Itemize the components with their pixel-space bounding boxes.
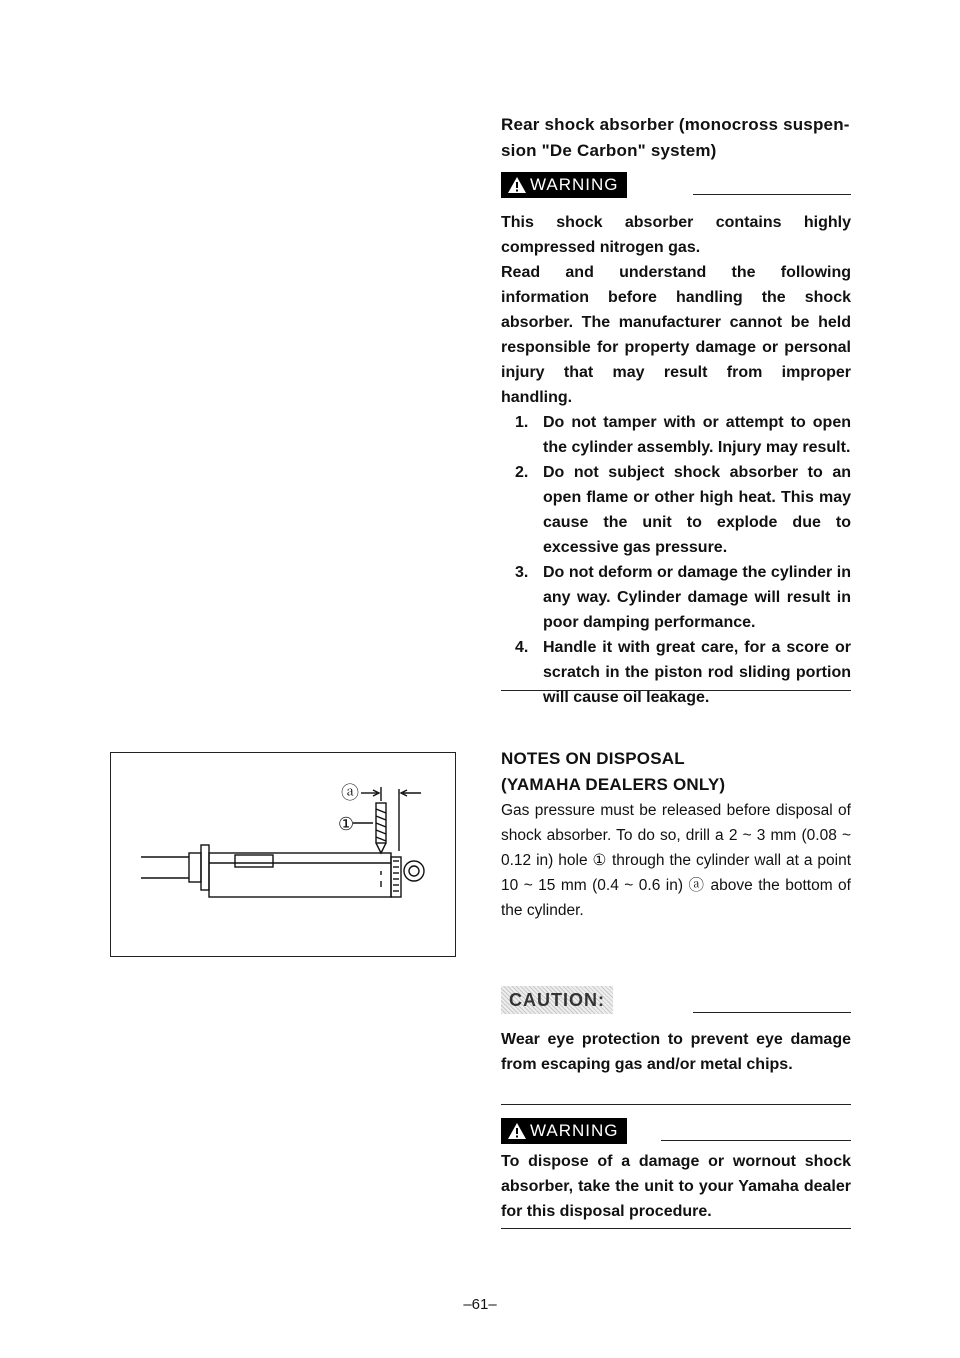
section-title bbox=[501, 112, 851, 164]
section-title-line2: sion "De Carbon" system) bbox=[501, 141, 717, 160]
list-item: 4. Handle it with great care, for a score or scratch in the piston rod sliding portion will cause oil leakage. bbox=[515, 639, 851, 706]
caution-end-rule bbox=[501, 1104, 851, 1105]
warning-triangle-icon bbox=[507, 176, 527, 194]
list-item: 3. Do not deform or damage the cylinder in any way. Cylinder damage will result in poor damping performance. bbox=[515, 564, 851, 631]
warning-header-2 bbox=[501, 1118, 851, 1146]
disposal-heading-1: NOTES ON DISPOSAL bbox=[501, 749, 685, 768]
warning-body-1 bbox=[501, 210, 851, 710]
disposal-text: Gas pressure must be released before disposal of shock absorber. To do so, drill a 2 ~ 3 mm (0.08 ~ 0.12 in) hole ① through the cylinder wall at a point 10 ~ 15 mm (0.4 ~ 0.6 in) ⓐ above the bottom of the cylinder. bbox=[501, 802, 851, 919]
caution-body bbox=[501, 1027, 851, 1077]
warning-2-text: To dispose of a damage or wornout shock absorber, take the unit to your Yamaha dealer for this disposal procedure. bbox=[501, 1153, 851, 1220]
warning-end-rule-2 bbox=[501, 1228, 851, 1229]
shock-absorber-figure bbox=[110, 752, 456, 957]
caution-text: Wear eye protection to prevent eye damage from escaping gas and/or metal chips. bbox=[501, 1031, 851, 1073]
section-title-line1: Rear shock absorber (monocross suspen- bbox=[501, 115, 850, 134]
warning-body-2 bbox=[501, 1149, 851, 1224]
list-item: 2. Do not subject shock absorber to an open flame or other high heat. This may cause the unit to explode due to excessive gas pressure. bbox=[515, 464, 851, 556]
warning-badge-2 bbox=[501, 1118, 627, 1144]
disposal-section bbox=[501, 746, 851, 923]
warning-main-text: Read and understand the following information before handling the shock absorber. The manufacturer cannot be held responsible for property damage or personal injury that may result from improper handling. bbox=[501, 264, 851, 406]
caution-badge: CAUTION: bbox=[501, 986, 613, 1014]
warning-end-rule-1 bbox=[501, 690, 851, 691]
warning-list bbox=[501, 410, 851, 710]
warning-header-rule-2 bbox=[661, 1140, 851, 1141]
warning-triangle-icon bbox=[507, 1122, 527, 1140]
figure-label-1: ① bbox=[338, 814, 355, 835]
shock-absorber-drawing bbox=[111, 753, 454, 955]
warning-intro: This shock absorber contains highly compressed nitrogen gas. bbox=[501, 214, 851, 256]
list-item: 1. Do not tamper with or attempt to open the cylinder assembly. Injury may result. bbox=[515, 414, 851, 456]
warning-header-rule-1 bbox=[693, 194, 851, 195]
warning-label-1: WARNING bbox=[530, 175, 619, 194]
disposal-heading-2: (YAMAHA DEALERS ONLY) bbox=[501, 775, 726, 794]
caution-header bbox=[501, 986, 851, 1014]
warning-label-2: WARNING bbox=[530, 1121, 619, 1140]
warning-badge-1 bbox=[501, 172, 627, 198]
figure-label-a: ⓐ bbox=[341, 783, 359, 804]
page-number: –61– bbox=[463, 1296, 497, 1313]
caution-header-rule bbox=[693, 1012, 851, 1013]
warning-header-1 bbox=[501, 172, 851, 200]
